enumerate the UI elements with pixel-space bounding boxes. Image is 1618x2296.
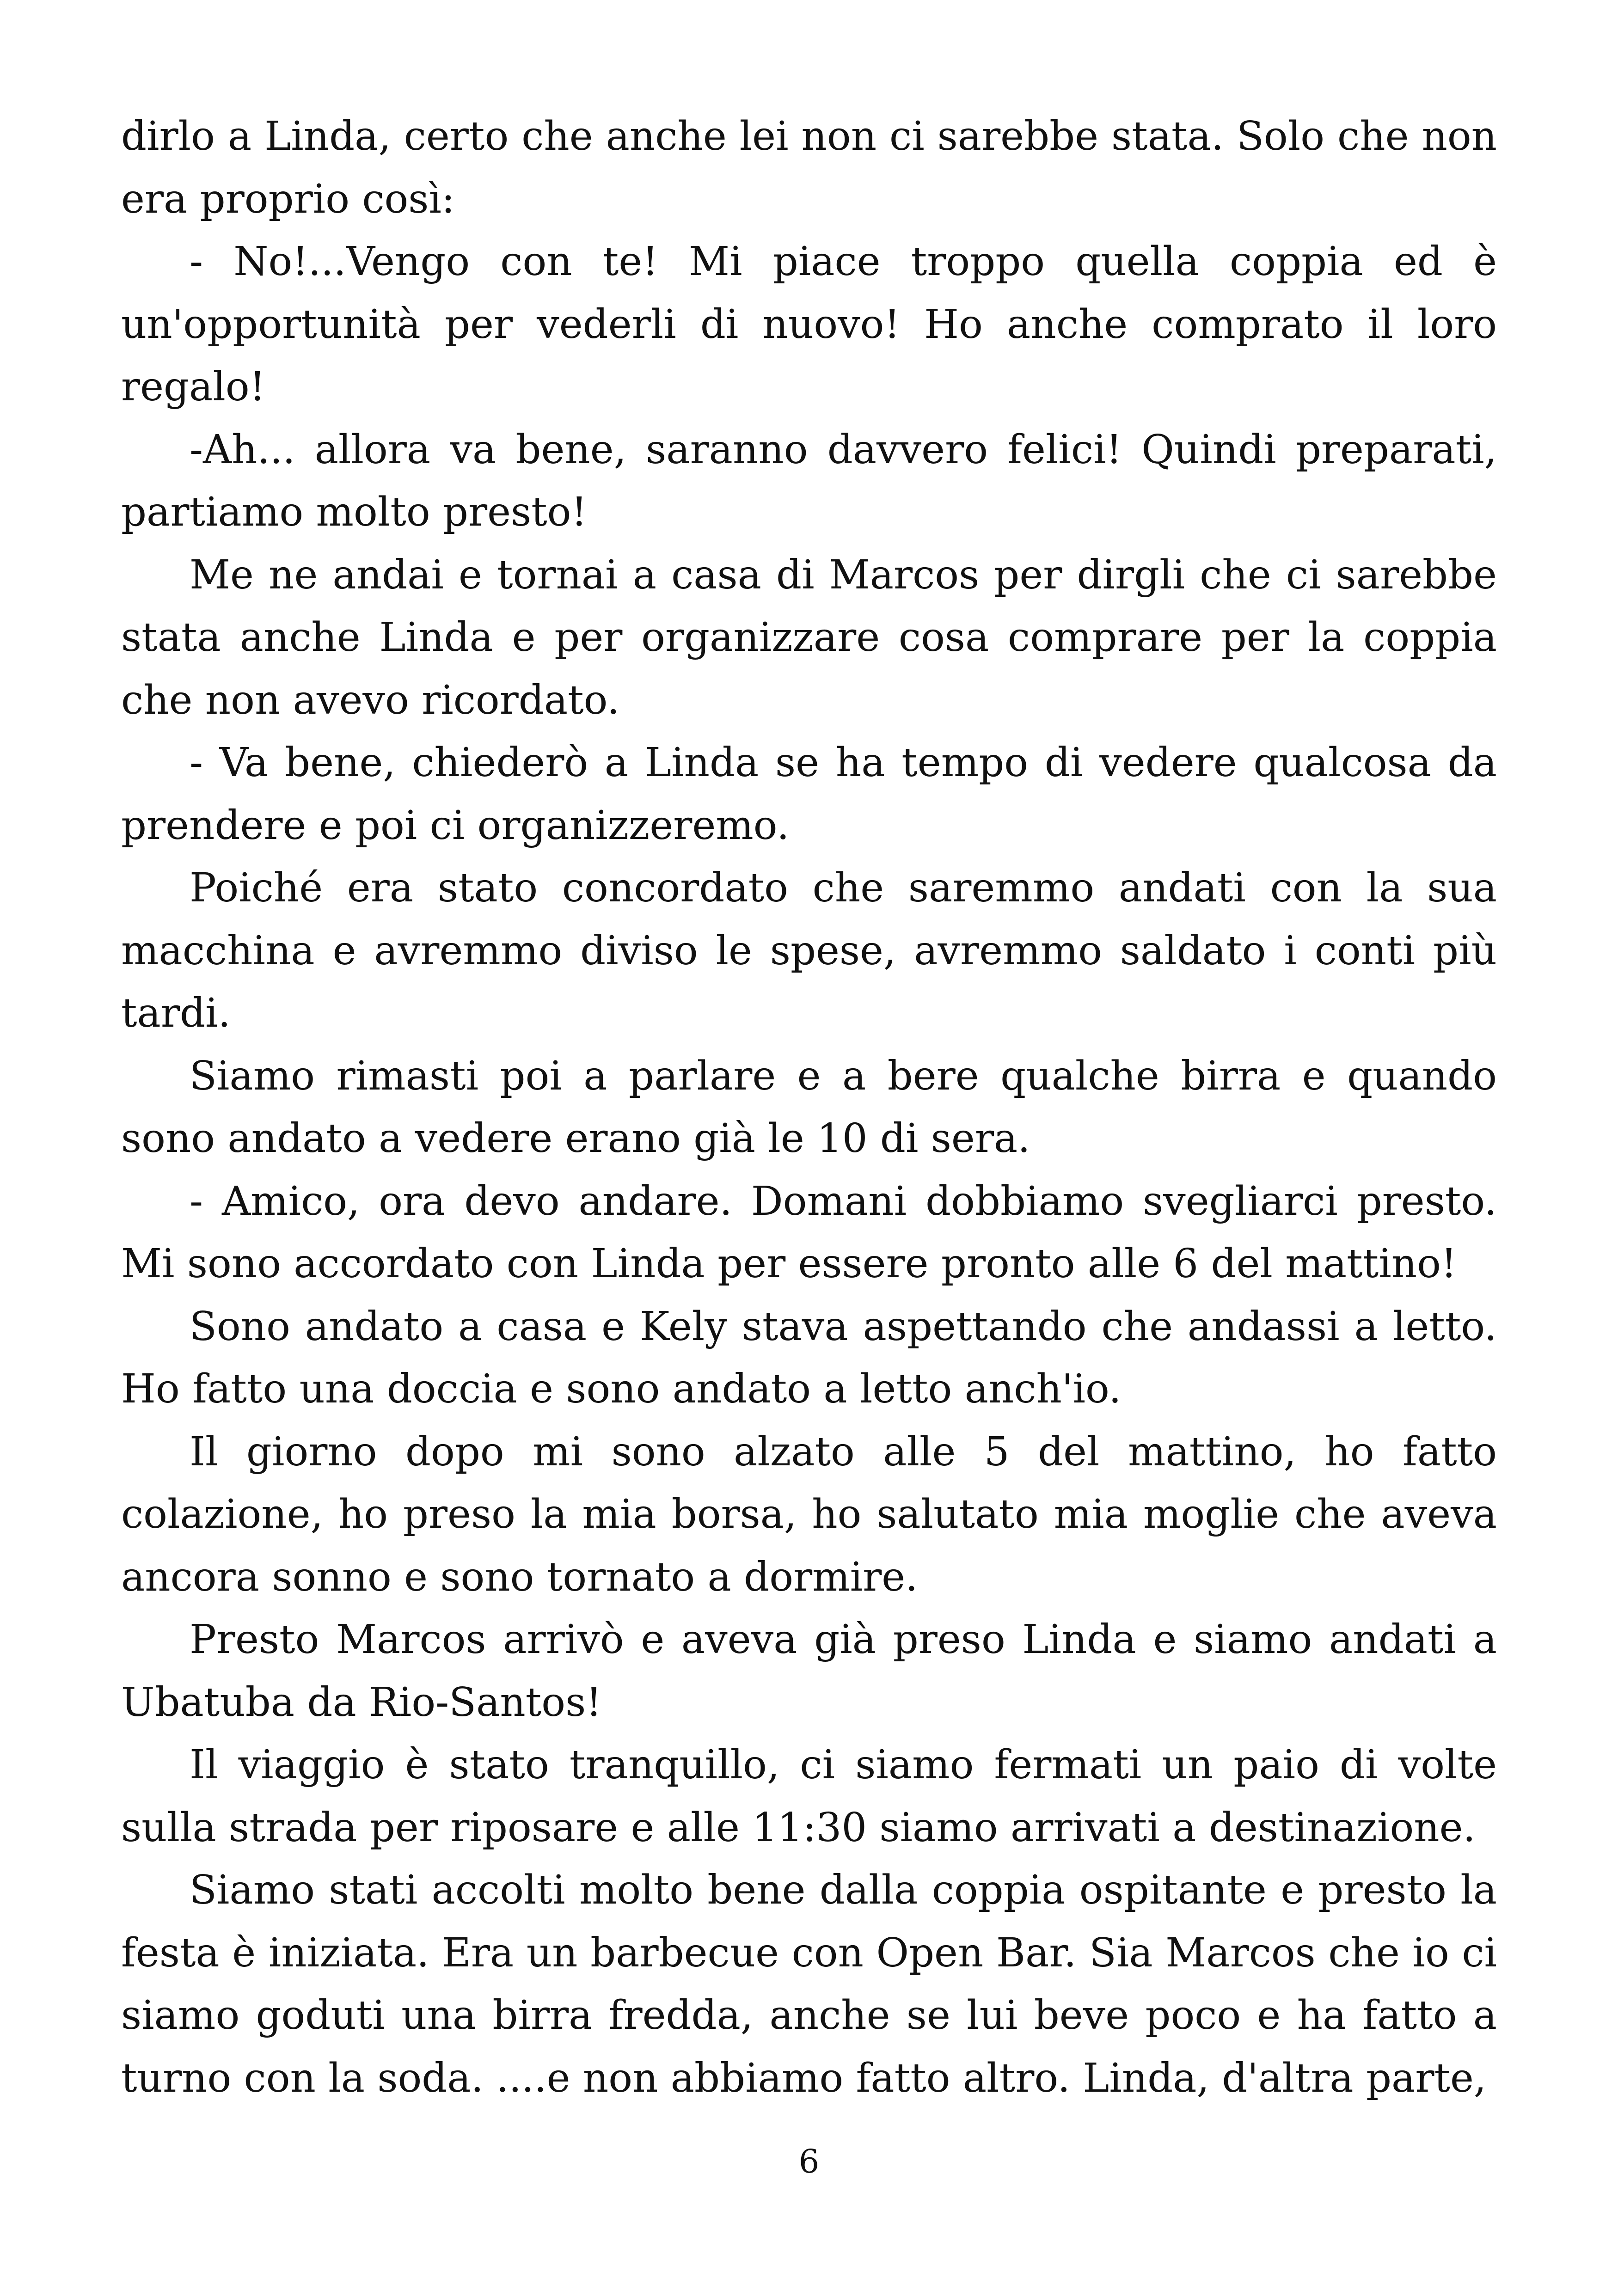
- paragraph: Il viaggio è stato tranquillo, ci siamo fermati un paio di volte sulla strada per riposare e alle 11:30 siamo arrivati a destinazione.: [121, 1742, 1497, 1851]
- paragraph: - Va bene, chiederò a Linda se ha tempo di vedere qualcosa da prendere e poi ci organizzeremo.: [121, 740, 1497, 849]
- page-number: 6: [798, 2143, 820, 2180]
- paragraph: Siamo rimasti poi a parlare e a bere qualche birra e quando sono andato a vedere erano già le 10 di sera.: [121, 1053, 1497, 1162]
- paragraph: Presto Marcos arrivò e aveva già preso Linda e siamo andati a Ubatuba da Rio-Santos!: [121, 1616, 1497, 1726]
- paragraph: dirlo a Linda, certo che anche lei non ci sarebbe stata. Solo che non era proprio così:: [121, 113, 1497, 222]
- paragraph: Il giorno dopo mi sono alzato alle 5 del mattino, ho fatto colazione, ho preso la mia borsa, ho salutato mia moglie che aveva ancora sonno e sono tornato a dormire.: [121, 1428, 1497, 1600]
- page-body: [121, 105, 1497, 2110]
- paragraph: - No!...Vengo con te! Mi piace troppo quella coppia ed è un'opportunità per vederli di nuovo! Ho anche comprato il loro regalo!: [121, 239, 1497, 410]
- paragraph: Poiché era stato concordato che saremmo andati con la sua macchina e avremmo diviso le spese, avremmo saldato i conti più tardi.: [121, 865, 1497, 1036]
- paragraph: Sono andato a casa e Kely stava aspettando che andassi a letto. Ho fatto una doccia e sono andato a letto anch'io.: [121, 1303, 1497, 1412]
- paragraph: Me ne andai e tornai a casa di Marcos per dirgli che ci sarebbe stata anche Linda e per organizzare cosa comprare per la coppia che non avevo ricordato.: [121, 551, 1497, 723]
- paragraph: Siamo stati accolti molto bene dalla coppia ospitante e presto la festa è iniziata. Era un barbecue con Open Bar. Sia Marcos che io ci siamo goduti una birra fredda, anche se lui beve poco e ha fatto a turno con la soda. ....e non abbiamo fatto altro. Linda, d'altra parte,: [121, 1867, 1497, 2101]
- paragraph: - Amico, ora devo andare. Domani dobbiamo svegliarci presto. Mi sono accordato con Linda per essere pronto alle 6 del mattino!: [121, 1178, 1497, 1287]
- paragraph: -Ah... allora va bene, saranno davvero felici! Quindi preparati, partiamo molto presto!: [121, 426, 1497, 535]
